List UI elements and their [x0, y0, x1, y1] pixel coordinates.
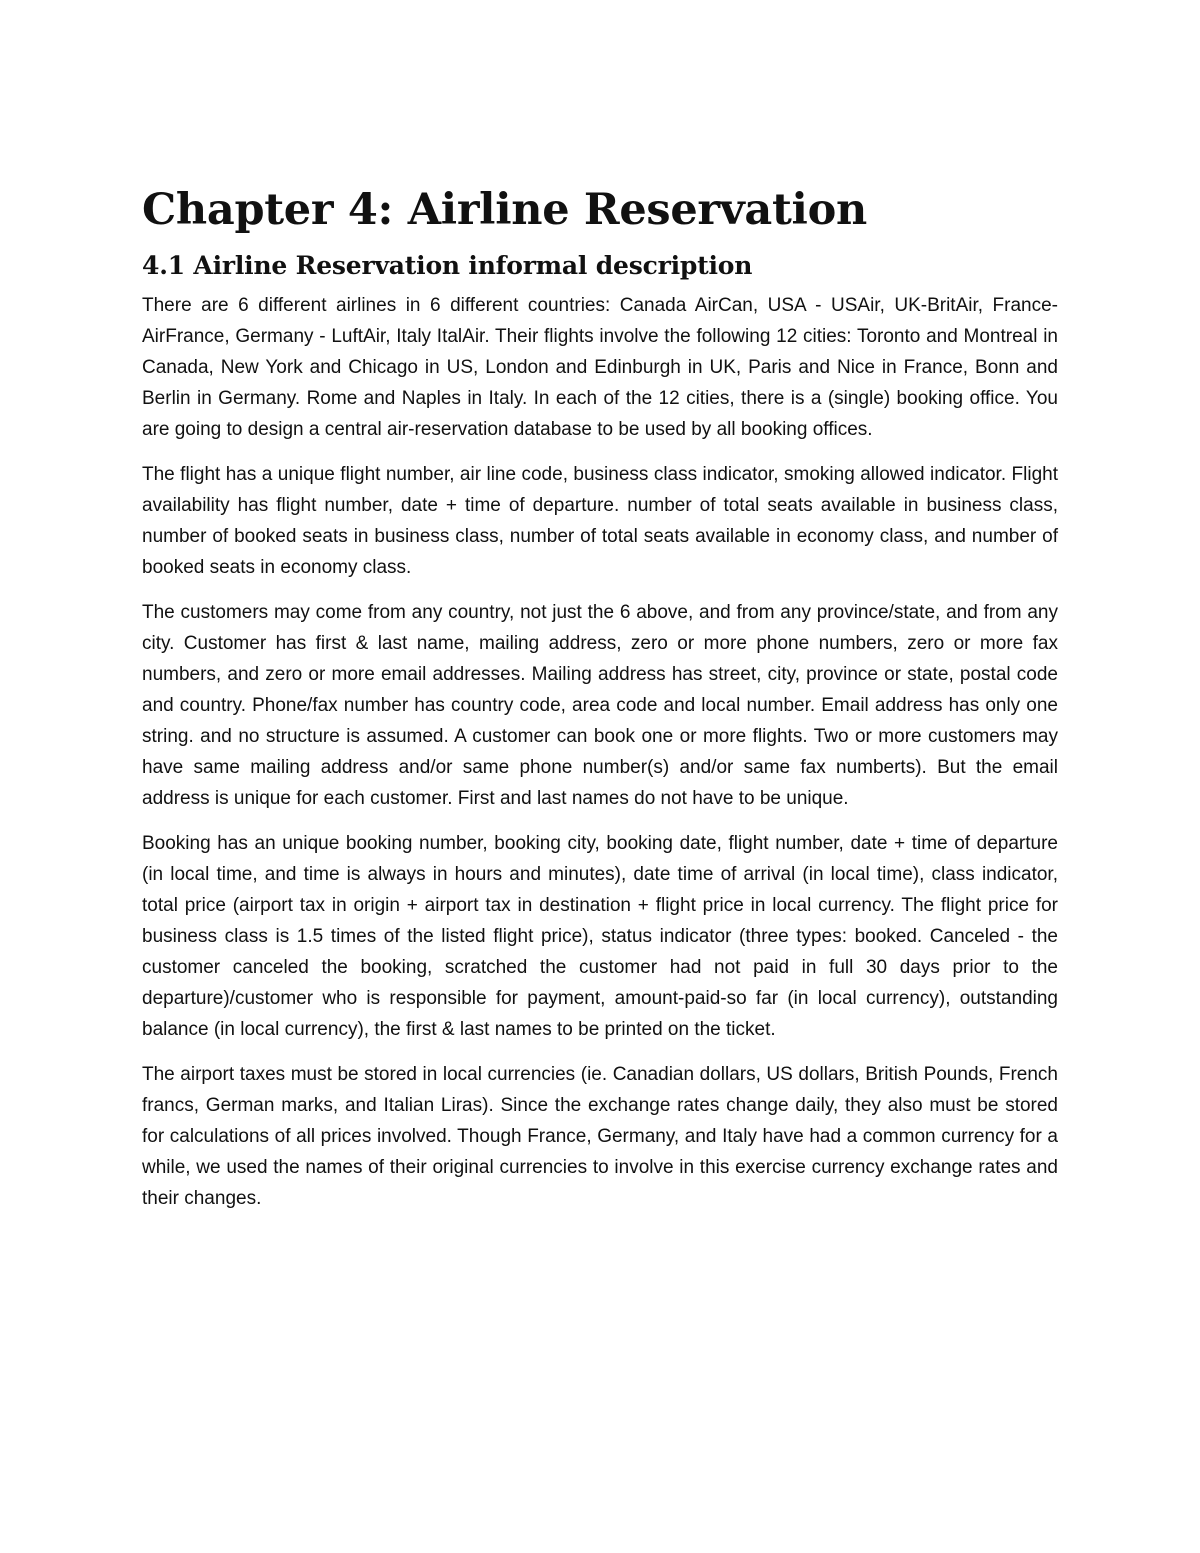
- document-page: [142, 178, 1058, 1228]
- paragraph-airlines: There are 6 different airlines in 6 different countries: Canada AirCan, USA - USAir, UK-BritAir, France- AirFrance, Germany - LuftAir, Italy ItalAir. Their flights involve the following 12 cities: Toronto and Montreal in Canada, New York and Chicago in US, London and Edinburgh in UK, Paris and Nice in France, Bonn and Berlin in Germany. Rome and Naples in Italy. In each of the 12 cities, there is a (single) booking office. You are going to design a central air-reservation database to be used by all booking offices.: [142, 295, 1058, 440]
- chapter-title: Chapter 4: Airline Reservation: [142, 185, 867, 235]
- paragraph-flight: The flight has a unique flight number, air line code, business class indicator, smoking allowed indicator. Flight availability has flight number, date + time of departure. number of total seats available in business class, number of booked seats in business class, number of total seats available in economy class, and number of booked seats in economy class.: [142, 464, 1058, 578]
- paragraph-booking: Booking has an unique booking number, booking city, booking date, flight number, date + time of departure (in local time, and time is always in hours and minutes), date time of arrival (in local time), class indicator, total price (airport tax in origin + airport tax in destination + flight price in local currency. The flight price for business class is 1.5 times of the listed flight price), status indicator (three types: booked. Canceled - the customer canceled the booking, scratched the customer had not paid in full 30 days prior to the departure)/customer who is responsible for payment, amount-paid-so far (in local currency), outstanding balance (in local currency), the first & last names to be printed on the ticket.: [142, 833, 1058, 1040]
- paragraph-airport-taxes: The airport taxes must be stored in local currencies (ie. Canadian dollars, US dollars, British Pounds, French francs, German marks, and Italian Liras). Since the exchange rates change daily, they also must be stored for calculations of all prices involved. Though France, Germany, and Italy have had a common currency for a while, we used the names of their original currencies to involve in this exercise currency exchange rates and their changes.: [142, 1064, 1058, 1209]
- paragraph-customers: The customers may come from any country, not just the 6 above, and from any province/state, and from any city. Customer has first & last name, mailing address, zero or more phone numbers, zero or more fax numbers, and zero or more email addresses. Mailing address has street, city, province or state, postal code and country. Phone/fax number has country code, area code and local number. Email address has only one string. and no structure is assumed. A customer can book one or more flights. Two or more customers may have same mailing address and/or same phone number(s) and/or same fax numberts). But the email address is unique for each customer. First and last names do not have to be unique.: [142, 602, 1058, 809]
- section-heading: 4.1 Airline Reservation informal description: [142, 251, 753, 280]
